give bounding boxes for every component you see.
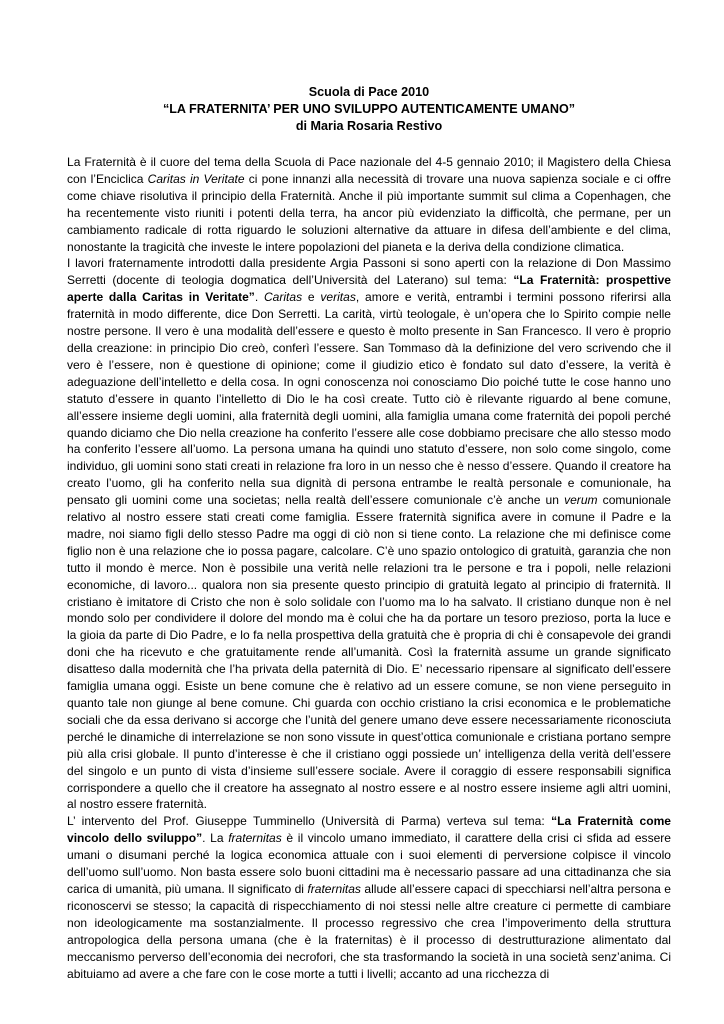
talk-title-tumminello: “La Fraternità come vincolo dello sviluppo” bbox=[67, 814, 671, 846]
encyclical-title: Caritas in Veritate bbox=[147, 171, 245, 186]
term-caritas: Caritas bbox=[263, 290, 303, 305]
text-run: allude all’essere capaci di specchiarsi nell’altra persona e riconoscervi se stesso; la capacità di rispecchiamento di noi stessi nelle altre creature ci permette di cambiare non ideologicamente ma sostanzialmente. Il processo regressivo che crea l’impoverimento della struttura antropologica della persona umana (che è la fraternitas) è il processo di destrutturazione alimentato dal meccanismo perverso dell’economia dei necrofori, che sta trasformando la società in una società senz’anima. Ci abituiamo ad avere a che fare con le cose morte a tutti i livelli; accanto ad una ricchezza di bbox=[67, 881, 671, 981]
term-fraternitas: fraternitas bbox=[228, 831, 282, 846]
term-fraternitas: fraternitas bbox=[307, 881, 361, 896]
document-header bbox=[67, 84, 671, 135]
text-run: e bbox=[302, 290, 321, 305]
author-byline: di Maria Rosaria Restivo bbox=[295, 119, 443, 133]
text-run: , amore e verità, entrambi i termini possono riferirsi alla fraternità in modo differente, dice Don Serretti. La carità, virtù teologale, è un’opera che lo Spirito compie nelle nostre persone. Il vero è una modalità dell’essere e questo è molto presente in San Francesco. Il vero è proprio della creazione: in principio Dio creò, conferì l’essere. San Tommaso dà la definizione del vero scrivendo che il vero è l’essere, non è questione di opinione; come il giudizio etico è fondato sul dato d’essere, la verità è adeguazione dell’intelletto e della cosa. In ogni conoscenza noi conosciamo Dio poiché tutte le cose hanno uno statuto d’essere in quanto l’intelletto di Dio le ha così create. Tutto ciò è rilevante riguardo al bene comune, all’essere insieme degli uomini, alla fraternità degli uomini, alla famiglia umana come fraternità dei popoli perché quando diciamo che Dio nella creazione ha conferito l’essere alle cose dobbiamo precisare che allo stesso modo ha conferito l’essere all’uomo. La persona umana ha quindi uno statuto d’essere, non solo come singolo, come individuo, gli uomini sono stati creati in relazione fra loro in un nesso che è nesso d’essere. Quando il creatore ha creato l’uomo, gli ha conferito nella sua dignità di persona entrambe le realtà personale e comunionale, ha pensato gli uomini come una societas; nella realtà dell’essere comunionale c’è anche un bbox=[67, 290, 671, 508]
text-run: . bbox=[254, 290, 264, 305]
paragraph-intro bbox=[67, 154, 671, 255]
article-title: “LA FRATERNITA’ PER UNO SVILUPPO AUTENTICAMENTE UMANO” bbox=[162, 102, 576, 116]
article-body bbox=[67, 154, 671, 982]
event-title: Scuola di Pace 2010 bbox=[308, 85, 430, 99]
text-run: L’ intervento del Prof. Giuseppe Tumminello (Università di Parma) verteva sul tema: bbox=[67, 814, 552, 829]
talk-title-serretti: “La Fraternità: prospettive aperte dalla Caritas in Veritate” bbox=[67, 273, 671, 305]
text-run: La Fraternità è il cuore del tema della Scuola di Pace nazionale del 4-5 gennaio 2010; il Magistero della Chiesa con l’Enciclica bbox=[67, 155, 671, 186]
text-run: ci pone innanzi alla necessità di trovare una nuova sapienza sociale e ci offre come chiave risolutiva il principio della Fraternità. Anche il più importante summit sul clima a Copenhagen, che ha recentemente visto riuniti i potenti della terra, ha ancor più evidenziato la difficoltà, che permane, per un cambiamento radicale di rotta riguardo le soluzioni alternative da attuare in difesa dell’ambiente e del clima, nonostante la tragicità che investe le intere popolazioni del pianeta e la deriva della condizione climatica. bbox=[67, 171, 671, 254]
text-run: comunionale relativo al nostro essere stati creati come famiglia. Essere fraternità significa avere in comune il Padre e la madre, noi siamo figli dello stesso Padre ma oggi di ciò non si tiene conto. La relazione che mi definisce come figlio non è una relazione che io possa pagare, calcolare. C’è uno spazio ontologico di gratuità, garanzia che non tutto il mondo è merce. Non è possibile una verità nelle relazioni tra le persone e tra i popoli, nelle relazioni economiche, di lavoro... qualora non sia presente questo principio di gratuità legato al principio di fraternità. Il cristiano è imitatore di Cristo che non è solo solidale con l’uomo ma lo ha salvato. Il cristiano dunque non è nel mondo solo per condividere il dolore del mondo ma è colui che ha da portare un tesoro prezioso, porta la luce e la gioia da parte di Dio Padre, e lo fa nella prospettiva della gratuità che è propria di chi è consapevole dei grandi doni che ha ricevuto e che gratuitamente rende all’umanità. Così la fraternità assume un grande significato disatteso dalla modernità che l’ha privata della paternità di Dio. E’ necessario ripensare al significato dell’essere famiglia umana oggi. Esiste un bene comune che è relativo ad un essere comune, se non viene perseguito in quanto tale non giunge al bene comune. Chi guarda con occhio cristiano la crisi economica e le problematiche sociali che da essa derivano si accorge che l’unità del genere umano deve essere necessariamente riconosciuta perché le dinamiche di interrelazione se non sono vissute in quest’ottica comunionale e cristiana portano sempre più alla crisi globale. Il punto d’interesse è che il cristiano oggi possiede un’ intelligenza della verità dell’essere del singolo e un punto di vista d’insieme sull’essere sociale. Avere il coraggio di essere responsabili significa corrispondere a quello che il creatore ha assegnato al nostro essere e al nostro essere insieme agli altri uomini, al nostro essere fraternità. bbox=[67, 493, 671, 812]
paragraph-tumminello bbox=[67, 813, 671, 982]
paragraph-serretti bbox=[67, 255, 671, 813]
term-verum: verum bbox=[564, 493, 598, 508]
text-run: I lavori fraternamente introdotti dalla presidente Argia Passoni si sono aperti con la relazione di Don Massimo Serretti (docente di teologia dogmatica dell’Università del Laterano) sul tema: bbox=[67, 256, 671, 288]
term-veritas: veritas bbox=[320, 290, 356, 305]
text-run: . La bbox=[202, 831, 229, 846]
text-run: è il vincolo umano immediato, il carattere della crisi ci sfida ad essere umani o disumani perché la logica economica attuale con i suoi elementi di perversione colpisce il vincolo dell’uomo sull’uomo. Non basta essere solo buoni cittadini ma è necessario passare ad una cittadinanza che sia carica di umanità, più umana. Il significato di bbox=[67, 831, 672, 896]
